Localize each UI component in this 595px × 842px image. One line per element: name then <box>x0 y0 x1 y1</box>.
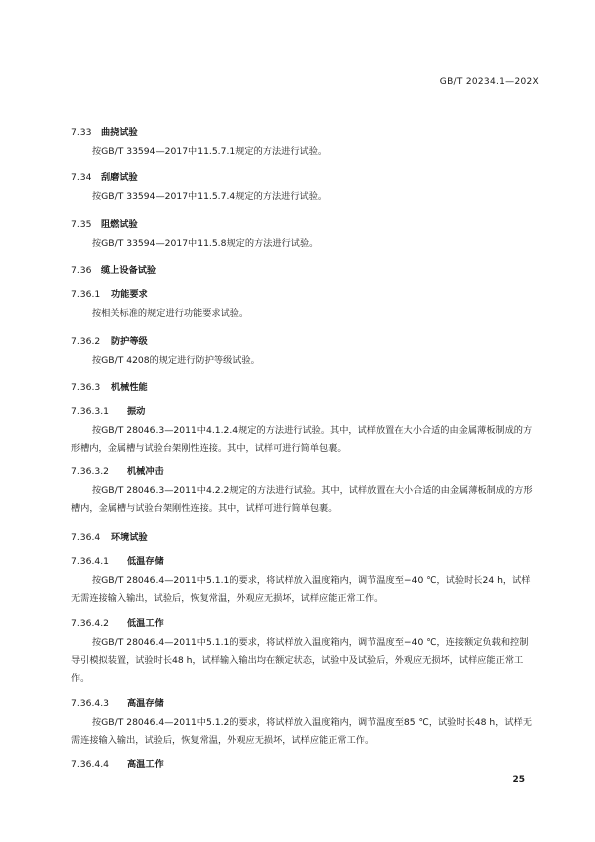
section-number: 7.36.4 <box>71 532 101 543</box>
section-number: 7.36.3.1 <box>71 406 109 417</box>
section-number: 7.35 <box>71 219 92 230</box>
section-number: 7.36.3.2 <box>71 466 109 477</box>
section-title: 阻燃试验 <box>101 219 138 230</box>
section-body: 按GB/T 28046.4—2011中5.1.1的要求，将试样放入温度箱内，调节温度至−40 ℃，试验时长24 h，试样无需连接输入输出，试验后，恢复常温，外观应无损坏，试样应能正常工作。 <box>71 575 531 604</box>
section-title: 振动 <box>127 406 146 417</box>
section-heading <box>71 262 156 276</box>
section-number: 7.33 <box>71 127 92 138</box>
section-number: 7.36.4.4 <box>71 759 109 770</box>
section-number: 7.34 <box>71 172 92 183</box>
section-heading <box>71 333 148 347</box>
section-title: 低温存储 <box>127 556 164 567</box>
section-heading <box>71 403 145 417</box>
section-title: 刮磨试验 <box>101 172 138 183</box>
section-heading <box>71 463 164 477</box>
section-heading <box>71 169 138 183</box>
section-title: 高温工作 <box>127 759 164 770</box>
section-title: 机械冲击 <box>127 466 164 477</box>
section-number: 7.36.4.2 <box>71 618 109 629</box>
section-number: 7.36 <box>71 265 92 276</box>
section-body: 按GB/T 4208的规定进行防护等级试验。 <box>92 355 260 366</box>
section-number: 7.36.1 <box>71 289 101 300</box>
section-heading <box>71 124 138 138</box>
section-title: 曲挠试验 <box>101 127 138 138</box>
section-title: 高温存储 <box>127 698 164 709</box>
section-number: 7.36.2 <box>71 336 101 347</box>
section-number: 7.36.4.1 <box>71 556 109 567</box>
section-heading <box>71 286 148 300</box>
section-heading <box>71 379 148 393</box>
section-title: 功能要求 <box>111 289 148 300</box>
section-heading <box>71 615 164 629</box>
standard-code: GB/T 20234.1—202X <box>439 77 539 87</box>
section-heading <box>71 695 164 709</box>
section-title: 环境试验 <box>111 532 148 543</box>
section-body: 按GB/T 28046.4—2011中5.1.1的要求，将试样放入温度箱内，调节温度至−40 ℃，连接额定负载和控制导引模拟装置，试验时长48 h，试样输入输出均在额定状态，试验中及试验后，外观应无损坏，试样应能正常工作。 <box>71 637 529 684</box>
section-title: 低温工作 <box>127 618 164 629</box>
section-title: 缆上设备试验 <box>101 265 157 276</box>
section-title: 防护等级 <box>111 336 148 347</box>
section-heading <box>71 529 148 543</box>
section-heading <box>71 216 138 230</box>
section-body: 按相关标准的规定进行功能要求试验。 <box>92 308 249 319</box>
section-body: 按GB/T 33594—2017中11.5.8规定的方法进行试验。 <box>92 238 319 249</box>
section-body: 按GB/T 28046.4—2011中5.1.2的要求，将试样放入温度箱内，调节温度至85 ℃，试验时长48 h，试样无需连接输入输出，试验后，恢复常温，外观应无损坏，试样应能正常工作。 <box>71 717 532 746</box>
section-heading <box>71 553 164 567</box>
section-number: 7.36.4.3 <box>71 698 109 709</box>
section-heading <box>71 756 164 770</box>
section-body: 按GB/T 33594—2017中11.5.7.4规定的方法进行试验。 <box>92 191 328 202</box>
page-number: 25 <box>512 775 525 785</box>
section-title: 机械性能 <box>111 382 148 393</box>
section-body: 按GB/T 28046.3—2011中4.1.2.4规定的方法进行试验。其中，试样放置在大小合适的由金属薄板制成的方形槽内，金属槽与试验台架刚性连接。其中，试样可进行简单包裹。 <box>71 425 533 454</box>
section-body: 按GB/T 28046.3—2011中4.2.2规定的方法进行试验。其中，试样放置在大小合适的由金属薄板制成的方形槽内，金属槽与试验台架刚性连接。其中，试样可进行简单包裹。 <box>71 485 533 514</box>
section-number: 7.36.3 <box>71 382 101 393</box>
section-body: 按GB/T 33594—2017中11.5.7.1规定的方法进行试验。 <box>92 146 328 157</box>
